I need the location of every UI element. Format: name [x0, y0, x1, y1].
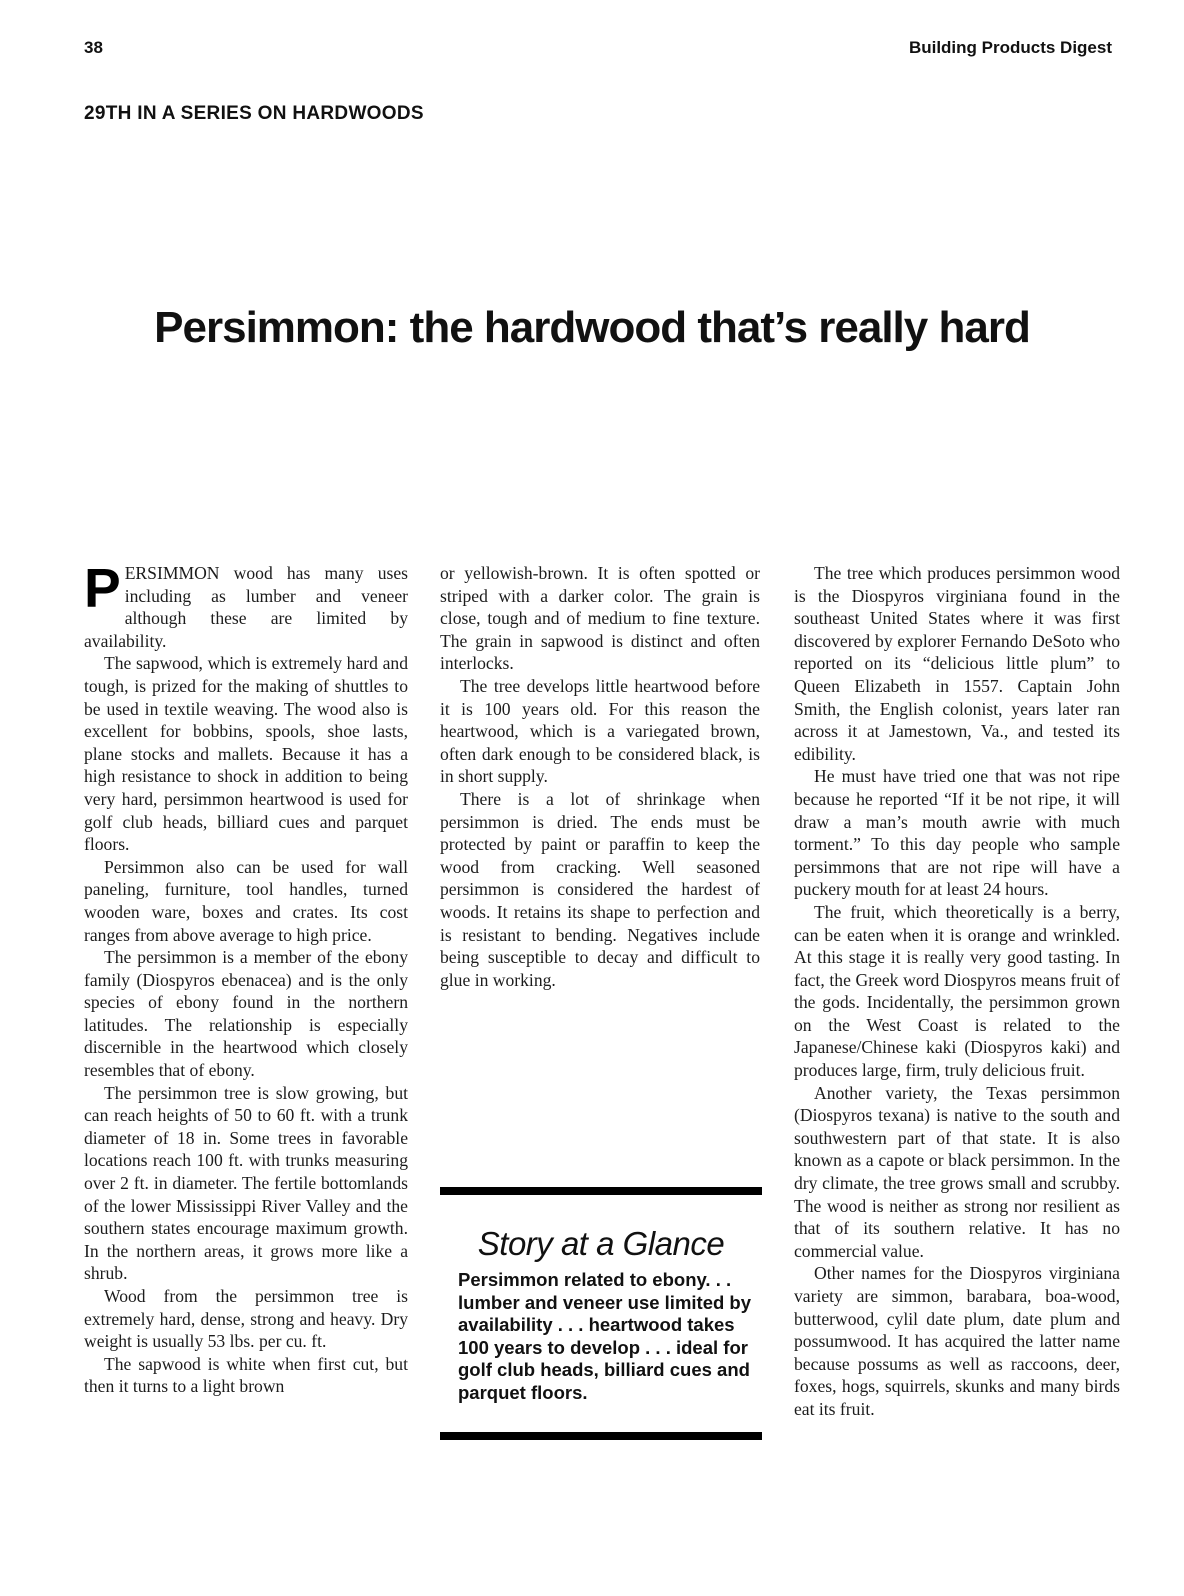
article-column-3 [794, 562, 1120, 1421]
article-paragraph: Wood from the persimmon tree is extremely hard, dense, strong and heavy. Dry weight is usually 53 lbs. per cu. ft. [84, 1286, 408, 1352]
article-paragraph: The tree develops little heartwood before it is 100 years old. For this reason the heartwood, which is a variegated brown, often dark enough to be considered black, is in short supply. [440, 675, 760, 787]
article-paragraph: The fruit, which theoretically is a berry, can be eaten when it is orange and wrinkled. At this stage it is really very good tasting. In fact, the Greek word Diospyros means fruit of the gods. Incidentally, the persimmon grown on the West Coast is related to the Japanese/Chinese kaki (Diospyros kaki) and produces large, firm, truly delicious fruit. [794, 901, 1120, 1081]
divider-bar [440, 1187, 762, 1195]
article-paragraph: Other names for the Diospyros virginiana variety are simmon, barabara, boa-wood, butterwood, cylil date plum, date plum and possumwood. It has acquired the latter name because possums as well as raccoons, deer, foxes, hogs, squirrels, skunks and many birds eat its fruit. [794, 1263, 1120, 1419]
article-paragraph: Another variety, the Texas persimmon (Diospyros texana) is native to the south and southwestern part of that state. It is also known as a capote or black persimmon. In the dry climate, the tree grows small and scrubby. The wood is neither as strong nor resilient as that of its southern relative. It has no commercial value. [794, 1082, 1120, 1261]
article-paragraph: The sapwood is white when first cut, but then it turns to a light brown [84, 1353, 408, 1397]
article-paragraph: The tree which produces persimmon wood is the Diospyros virginiana found in the southeast United States where it was first discovered by explorer Fernando DeSoto who reported on its “delicious little plum” to Queen Elizabeth in 1557. Captain John Smith, the English colonist, years later ran across it at Jamestown, Va., and tested its edibility. [794, 563, 1120, 764]
page-number: 38 [84, 38, 103, 57]
sidebar-title: Story at a Glance [477, 1225, 725, 1262]
article-paragraph: He must have tried one that was not ripe because he reported “If it be not ripe, it will draw a man’s mouth awrie with much torment.” To this day people who sample persimmons that are not ripe will have a puckery mouth for at least 24 hours. [794, 766, 1120, 900]
paragraph-text: ERSIMMON wood has many uses including as lumber and veneer although these are limited by availability. [84, 563, 408, 651]
article-paragraph: The sapwood, which is extremely hard and tough, is prized for the making of shuttles to be used in textile weaving. The wood also is excellent for bobbins, spools, shoe lasts, plane stocks and mallets. Because it has a high resistance to shock in addition to being very hard, persimmon heartwood is used for golf club heads, billiard cues and parquet floors. [84, 653, 408, 855]
article-column-2 [440, 562, 760, 991]
divider-bar [440, 1432, 762, 1440]
drop-cap: P [84, 557, 121, 619]
article-paragraph: There is a lot of shrinkage when persimmon is dried. The ends must be protected by paint or paraffin to keep the wood from cracking. Well seasoned persimmon is considered the hardest of woods. It retains its shape to perfection and is resistant to bending. Negatives include being susceptible to decay and difficult to glue in working. [440, 788, 760, 990]
publication-name: Building Products Digest [908, 38, 1112, 57]
article-paragraph: The persimmon is a member of the ebony family (Diospyros ebenacea) and is the only species of ebony found in the northern latitudes. The relationship is especially discernible in the heartwood which closely resembles that of ebony. [84, 947, 408, 1081]
article-paragraph: or yellowish-brown. It is often spotted or striped with a darker color. The grain is close, tough and of medium to fine texture. The grain in sapwood is distinct and often interlocks. [440, 563, 760, 674]
story-at-a-glance-box [440, 1187, 762, 1440]
sidebar-body: Persimmon related to ebony. . . lumber and veneer use limited by availability . . . heartwood takes 100 years to develop . . . ideal for golf club heads, billiard cues and parquet floors. [458, 1269, 752, 1403]
article-column-1 [84, 557, 408, 1398]
article-paragraph [84, 557, 408, 652]
article-paragraph: The persimmon tree is slow growing, but can reach heights of 50 to 60 ft. with a trunk diameter of 18 in. Some trees in favorable locations reach 100 ft. with trunks measuring over 2 ft. in diameter. The fertile bottomlands of the lower Mississippi River Valley and the southern states encourage maximum growth. In the northern areas, it grows more like a shrub. [84, 1082, 408, 1284]
article-paragraph: Persimmon also can be used for wall paneling, furniture, tool handles, turned wooden ware, boxes and crates. Its cost ranges from above average to high price. [84, 856, 408, 945]
article-title: Persimmon: the hardwood that’s really hard [154, 303, 1030, 352]
series-label: 29TH IN A SERIES ON HARDWOODS [84, 103, 424, 124]
